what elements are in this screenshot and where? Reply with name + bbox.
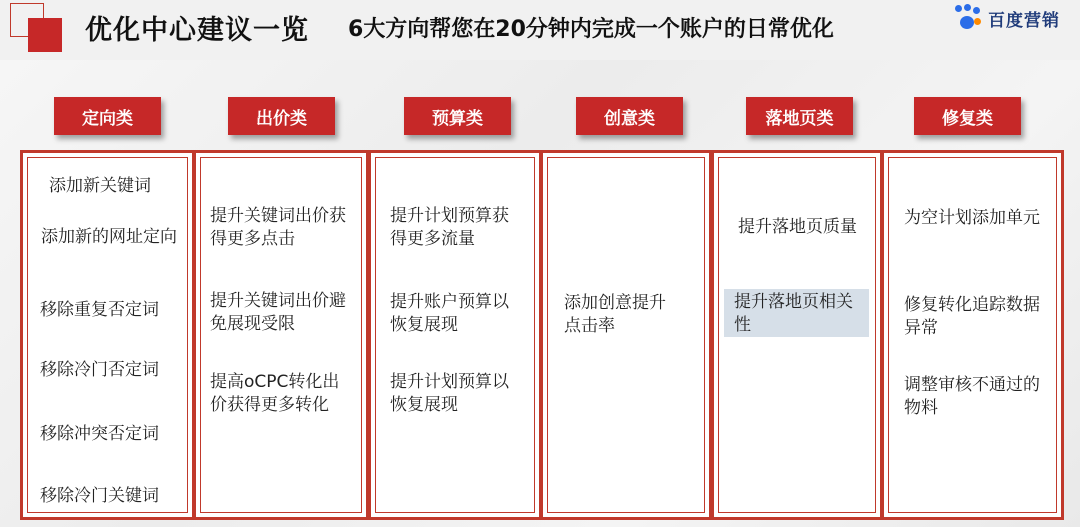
column-bidding: [193, 150, 369, 520]
list-item: 提升账户预算以恢复展现: [390, 292, 509, 335]
list-item: 添加新关键词: [49, 176, 151, 196]
header-repair: 修复类: [914, 97, 1021, 135]
list-item: 为空计划添加单元: [904, 208, 1040, 228]
list-item: 提高oCPC转化出价获得更多转化: [210, 372, 340, 415]
header-landing-page: 落地页类: [746, 97, 853, 135]
page-title: 优化中心建议一览: [85, 15, 309, 46]
brand-name: 百度营销: [988, 10, 1060, 31]
decorative-squares: [10, 3, 70, 55]
list-item: 移除冷门关键词: [40, 486, 159, 506]
list-item: 提升关键词出价获得更多点击: [210, 206, 346, 249]
header-creative: 创意类: [576, 97, 683, 135]
list-item: 提升计划预算获得更多流量: [390, 206, 509, 249]
list-item-highlighted: 提升落地页相关性: [724, 289, 869, 337]
column-inner-border: [27, 157, 188, 513]
column-repair: [881, 150, 1064, 520]
list-item: 提升计划预算以恢复展现: [390, 372, 509, 415]
page-subtitle: 6大方向帮您在20分钟内完成一个账户的日常优化: [348, 17, 834, 42]
list-item: 移除重复否定词: [40, 300, 159, 320]
column-budget: [368, 150, 542, 520]
column-landing-page: [711, 150, 883, 520]
header-bidding: 出价类: [228, 97, 335, 135]
brand-logo: [952, 4, 1060, 32]
list-item: 修复转化追踪数据异常: [904, 295, 1040, 338]
paw-icon: [952, 4, 984, 32]
header-targeting: 定向类: [54, 97, 161, 135]
list-item: 添加创意提升点击率: [564, 293, 666, 336]
column-creative: [540, 150, 712, 520]
column-targeting: [20, 150, 195, 520]
list-item: 提升关键词出价避免展现受限: [210, 291, 346, 334]
filled-square: [28, 18, 62, 52]
list-item: 提升落地页质量: [738, 217, 857, 237]
list-item: 移除冷门否定词: [40, 360, 159, 380]
list-item: 移除冲突否定词: [40, 424, 159, 444]
list-item: 调整审核不通过的物料: [904, 375, 1040, 418]
list-item: 添加新的网址定向: [41, 227, 177, 247]
header-budget: 预算类: [404, 97, 511, 135]
